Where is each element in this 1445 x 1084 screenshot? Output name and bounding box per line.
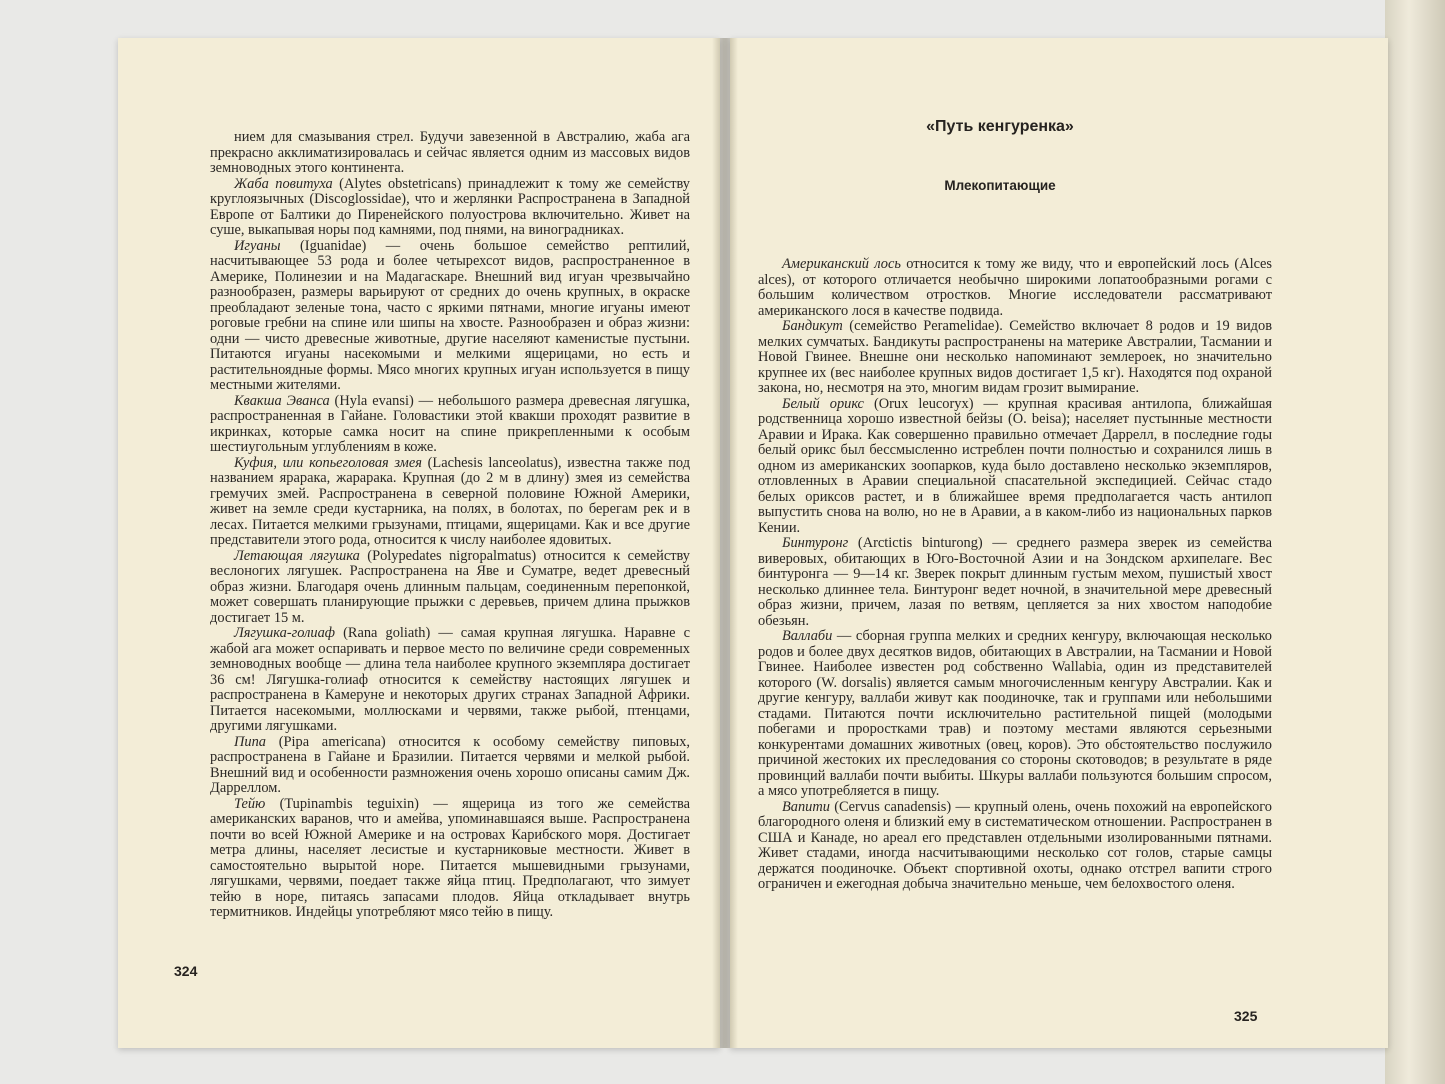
left-page [118,38,720,1048]
paragraph [758,629,1272,800]
entry-text: (Iguanidae) — очень большое семейство рептилий, насчитывающее 53 рода и более четырехсот видов, распространенное в Америке, Полинезии и на Мадагаскаре. Внешний вид игуан чрезвычайно разнообразен, размеры варьируют от средних до очень крупных, в окраске преобладают зеленые тона, часто с яркими пятнами, многие игуаны имеют роговые гребни на спине или шипы на хвосте. Разнообразен и образ жизни: одни — чисто древесные животные, другие населяют каменистые пустыни. Питаются игуаны насекомыми и мелкими ящерицами, но есть и растительноядные формы. Мясо многих крупных игуан используется в пищу местными жителями. [210,237,690,393]
entry-text: (Hyla evansi) — небольшого размера древесная лягушка, распространенная в Гайане. Головастики этой квакши проходят развитие в икринках, которые самка носит на спине прикрепленными к особым шестиугольным углублениям в коже. [210,392,691,455]
entry-text: (Pipa americana) относится к особому семейству пиповых, распространена в Гайане и Бразилии. Питается червями и мелкой рыбой. Внешний вид и особенности размножения очень хорошо описаны самим Дж. Дарреллом. [210,733,690,796]
entry-name: Жаба повитуха [234,175,333,192]
entry-text: (Tupinambis teguixin) — ящерица из того же семейства американских варанов, что и амейва, упоминавшаяся выше. Распространена почти во всей Южной Америке и на островах Карибского моря. Достигает метра длины, населяет лесистые и кустарниковые местности. Живет в самостоятельно вырытой норе. Питается мышевидными грызунами, лягушками, червями, поедает также яйца птиц. Предполагают, что зимует тейю в норе, питаясь запасами плодов. Яйца откладывает внутрь термитников. Индейцы употребляют мясо тейю в пищу. [210,795,690,920]
entry-name: Американский лось [782,256,901,272]
paragraph [210,130,690,177]
entry-text: (Arctictis binturong) — среднего размера зверек из семейства виверовых, обитающих в Юго-Восточной Азии и на Зондском архипелаге. Вес бинтуронга — 9—14 кг. Зверек покрыт длинным густым мехом, пушистый хвост несколько длиннее тела. Бинтуронг ведет ночной, в значительной мере древесный образ жизни, причем, лазая по ветвям, цепляется за них хвостом наподобие обезьян. [758,535,1272,629]
entry-name: Игуаны [234,237,281,254]
entry-name: Вапити [782,798,830,815]
entry-text: (семейство Peramelidae). Семейство включает 8 родов и 19 видов мелких сумчатых. Бандикуты распространены на материке Австралии, Тасмании и Новой Гвинее. Внешне они несколько напоминают землероек, но значительно крупнее их (вес наиболее крупных видов достигает 1,5 кг). Находятся под охраной закона, но, несмотря на это, многим видам грозит вымирание. [758,318,1272,396]
entry-text: (Alytes obstetricans) принадлежит к тому же семейству круглоязычных (Discoglossidae), что и жерлянки Распространена в Западной Европе от Балтики до Пиренейского полуострова включительно. Живет на суше, выкапывая норы под камнями, под пнями, на виноградниках. [210,175,690,238]
page-number: 324 [174,963,198,979]
entry-text: — сборная группа мелких и средних кенгуру, включающая несколько родов и более двух десятков видов, обитающих в Австралии, на Тасмании и Новой Гвинее. Наиболее известен род собственно Wallabia, один из представителей которого (W. dorsalis) является самым многочисленным кенгуру Австралии. Как и другие кенгуру, валлаби живут как поодиночке, так и группами или небольшими стадами. Питаются почти исключительно растительной пищей (молодыми побегами и проростками трав) и поэтому местами являются серьезными конкурентами домашних животных (овец, коров). Это обстоятельство послужило причиной жестоких их преследования со стороны скотоводов; в результате в ряде провинций валлаби почти выбиты. Шкуры валлаби пользуются большим спросом, а мясо употребляется в пищу. [758,628,1272,799]
entry-name: Валлаби [782,628,833,644]
right-page [730,38,1388,1048]
right-page-text [758,257,1272,893]
entry-name: Куфия, или копьеголовая змея [234,454,422,471]
paragraph [210,177,690,239]
entry-text: (Orux leucoryx) — крупная красивая антилопа, ближайшая родственница хорошо известной бейзы (O. beisa); населяет пустынные местности Аравии и Ирака. Как совершенно правильно отмечает Даррелл, в последние годы белый орикс был бессмысленно истреблен почти полностью и сохранился лишь в одном из американских зоопарков, куда было доставлено несколько экземпляров, отловленных в Аравии специальной спасательной экспедицией. Сейчас стадо белых ориксов растет, и в ближайшее время предполагается часть антилоп выпустить снова на волю, но не в Аравии, а в каком-либо из национальных парков Кении. [758,395,1272,536]
paragraph [758,536,1272,629]
entry-name: Квакша Эванса [234,392,330,409]
paragraph [210,626,690,735]
paragraph [758,319,1272,397]
entry-text: (Lachesis lanceolatus), известна также под названием ярарака, жарарака. Крупная (до 2 м в длину) змея из семейства гремучих змей. Распространена в северной половине Южной Америки, живет на земле среди кустарника, на полях, в болотах, по берегам рек и в лесах. Питается мелкими грызунами, птицами, ящерицами. Как и все другие представители этого рода, относится к числу наиболее ядовитых. [210,454,691,548]
chapter-title: «Путь кенгуренка» [926,118,1074,135]
book-gutter-shadow [712,38,738,1048]
book-page-edges [1385,0,1445,1084]
section-title: Млекопитающие [944,178,1056,193]
entry-name: Тейю [234,795,266,812]
paragraph [210,735,690,797]
entry-text: (Rana goliath) — самая крупная лягушка. Наравне с жабой ага может оспаривать и первое место по величине среди современных земноводных вообще — длина тела наиболее крупного экземпляра достигает 36 см! Лягушка-голиаф относится к семейству настоящих лягушек и распространена в Камеруне и некоторых других странах Западной Африки. Питается насекомыми, моллюсками и червями, также рыбой, птенцами, другими лягушками. [210,625,690,734]
paragraph [758,397,1272,537]
entry-text: нием для смазывания стрел. Будучи завезенной в Австралию, жаба ага прекрасно акклиматизировалась и сейчас является одним из массовых видов земноводных этого континента. [210,129,690,176]
paragraph [210,394,690,456]
entry-name: Пипа [234,733,266,750]
entry-text: относится к тому же виду, что и европейский лось (Alces alces), от которого отличается необычно широкими лопатообразными рогами с большим количеством отростков. Многие исследователи рассматривают американского лося в качестве подвида. [758,256,1272,319]
paragraph [758,800,1272,893]
entry-text: (Polypedates nigropalmatus) относится к семейству веслоногих лягушек. Распространена на Яве и Суматре, ведет древесный образ жизни. Благодаря очень длинным пальцам, соединенным перепонкой, может совершать планирующие прыжки с деревьев, причем длина прыжков достигает 15 м. [210,547,690,626]
entry-name: Белый орикс [782,395,864,412]
entry-name: Бандикут [782,318,843,334]
paragraph [210,239,690,394]
left-page-text [210,130,690,921]
page-number: 325 [1234,1008,1258,1024]
entry-text: (Cervus canadensis) — крупный олень, очень похожий на европейского благородного оленя и близкий ему в систематическом отношении. Распространен в США и Канаде, но ареал его представлен отдельными изолированными пятнами. Живет стадами, иногда насчитывающими несколько сот голов, старые самцы держатся поодиночке. Объект спортивной охоты, однако отстрел вапити строго ограничен и ежегодная добыча значительно меньше, чем белохвостого оленя. [758,798,1272,892]
entry-name: Лягушка-голиаф [234,625,335,641]
entry-name: Бинтуронг [782,535,849,551]
paragraph [210,797,690,921]
paragraph [210,456,690,549]
paragraph [758,257,1272,319]
paragraph [210,549,690,627]
entry-name: Летающая лягушка [234,547,360,564]
